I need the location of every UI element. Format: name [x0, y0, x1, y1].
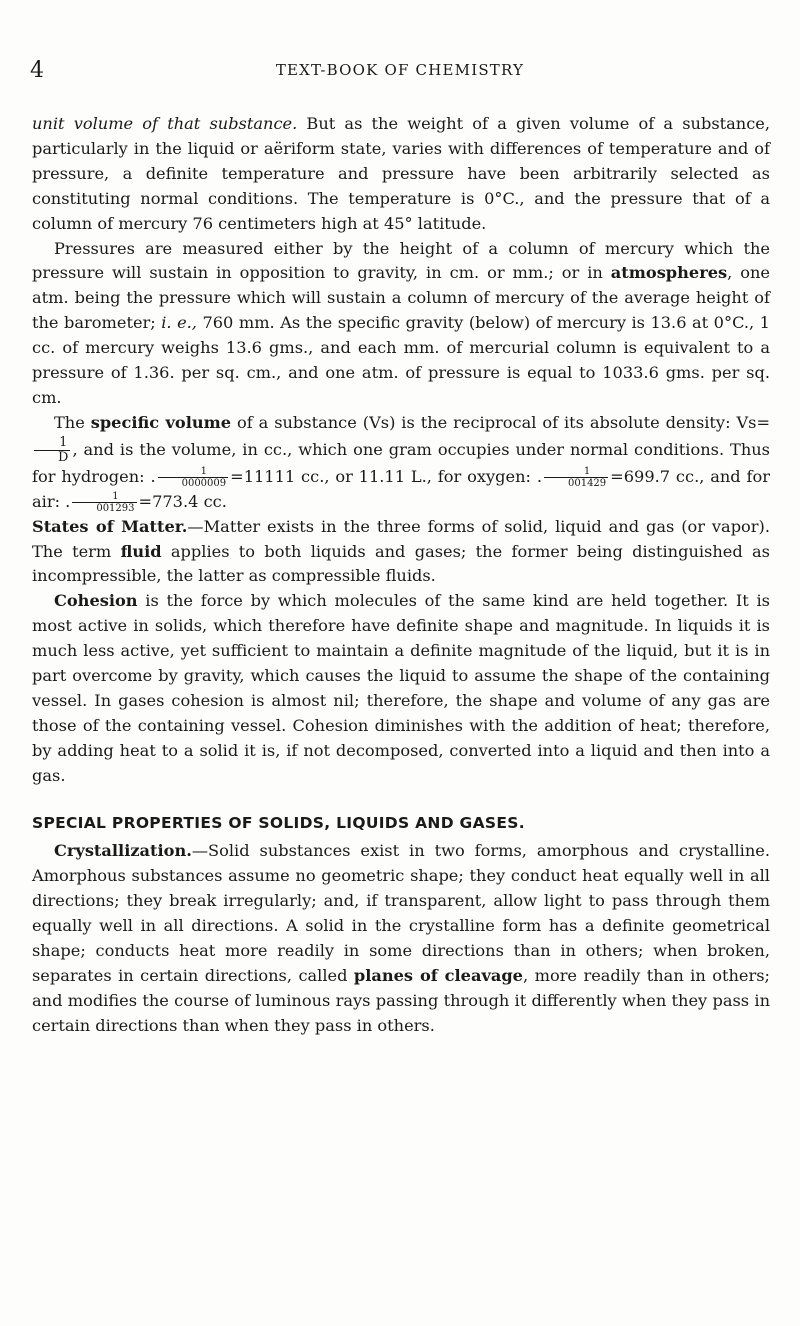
- paragraph-cohesion: Cohesion is the force by which molecules of the same kind are held together. It is most active in solids, which therefore have definite shape and magnitude. In liquids it is much less active, yet sufficient to maintain a definite magnitude of the liquid, but it is in part overcome by gravity, which causes the liquid to assume the shape of the containing vessel. In gases cohesion is almost nil; therefore, the shape and volume of any gas are those of the containing vessel. Cohesion diminishes with the addition of heat; therefore, by adding heat to a solid it is, if not decomposed, converted into a liquid and then into a gas.: [32, 591, 770, 785]
- paragraph-normal-conditions: unit volume of that substance. But as the weight of a given volume of a substance, particularly in the liquid or aëriform state, varies with differences of temperature and of pressure, a definite temperature and pressure have been arbitrarily selected as constituting normal conditions. The temperature is 0°C., and the pressure that of a column of mercury 76 centimeters high at 45° latitude.: [32, 114, 770, 233]
- paragraph-pressures: Pressures are measured either by the height of a column of mercury which the pressure will sustain in opposition to gravity, in cm. or mm.; or in atmospheres, one atm. being the pressure which will sustain a column of mercury of the average height of the barometer; i. e., 760 mm. As the specific gravity (below) of mercury is 13.6 at 0°C., 1 cc. of mercury weighs 13.6 gms., and each mm. of mercurial column is equivalent to a pressure of 1.36. per sq. cm., and one atm. of pressure is equal to 1033.6 gms. per sq. cm.: [32, 238, 770, 407]
- running-title: TEXT-BOOK OF CHEMISTRY: [275, 61, 525, 79]
- fraction-hydrogen: $\frac{1}{0000009}$: [158, 466, 229, 489]
- term-planes-of-cleavage: planes of cleavage: [353, 966, 523, 985]
- text-body: [32, 112, 770, 1039]
- heading-states-of-matter: States of Matter.: [32, 516, 188, 536]
- fraction-oxygen: $\frac{1}{001429}$: [544, 466, 608, 489]
- paragraph-crystallization: Crystallization.—Solid substances exist in two forms, amorphous and crystalline. Amorphous substances assume no geometric shape; they conduct heat equally well in all directions; they break irregularly; and, if transparent, allow light to pass through them equally well in all directions. A solid in the crystalline form has a definite geometrical shape; conducts heat more readily in some directions than in others; when broken, separates in certain directions, called planes of cleavage, more readily than in others; and modifies the course of luminous rays passing through it differently when they pass in certain directions than when they pass in others.: [32, 841, 770, 1035]
- page-header: [30, 58, 770, 88]
- term-atmospheres: atmospheres: [610, 263, 728, 283]
- fraction-air: $\frac{1}{001293}$: [72, 491, 136, 514]
- term-cohesion: Cohesion: [54, 591, 138, 611]
- section-heading: SPECIAL PROPERTIES OF SOLIDS, LIQUIDS AND GASES.: [32, 813, 525, 832]
- italic-phrase: unit volume of that substance.: [32, 114, 298, 133]
- paragraph-states-of-matter: States of Matter.—Matter exists in the three forms of solid, liquid and gas (or vapor). The term fluid applies to both liquids and gases; the former being distinguished as incompressible, the latter as compressible fluids.: [32, 516, 770, 586]
- fraction-one-over-d: $\frac{1}{D}$: [34, 436, 70, 465]
- paragraph-specific-volume: The specific volume of a substance (Vs) is the reciprocal of its absolute density: Vs= $\frac{1}{D}$ , and is the volume, in cc., which one gram occupies under normal conditions. Thus for hydrogen: . $\frac{1}{0000009}$ =11111 cc., or 11.11 L., for oxygen: . $\frac{1}{001429}$ =699.7 cc., and for air: . $\frac{1}{001293}$ =773.4 cc.: [32, 412, 771, 514]
- term-fluid: fluid: [120, 541, 162, 561]
- term-specific-volume: specific volume: [90, 412, 232, 432]
- page-number: 4: [30, 58, 44, 83]
- heading-crystallization: Crystallization.: [54, 841, 192, 861]
